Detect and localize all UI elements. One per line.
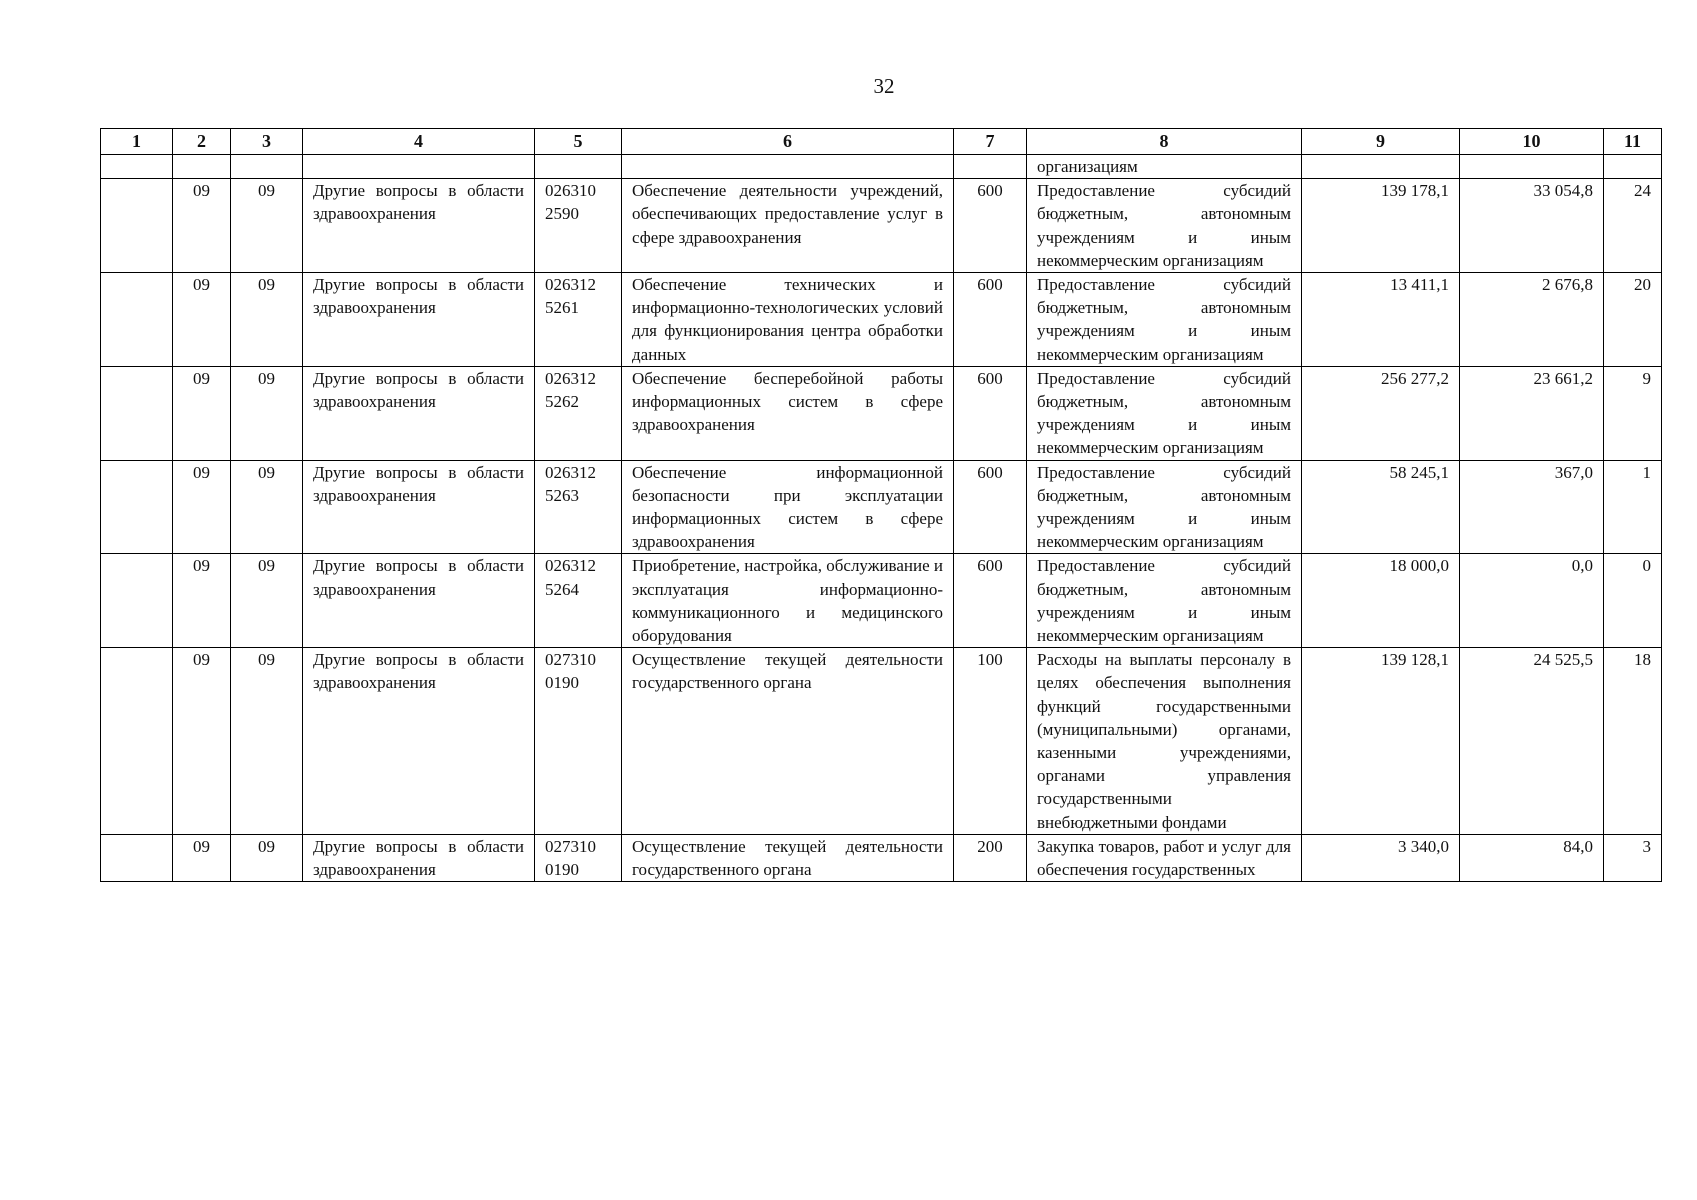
chapter-code: 09 [173,273,231,367]
percent-col-11: 24 [1604,179,1662,273]
target-article-name: Обеспечение информационной безопасности при эксплуатации информационных систем в сфере здравоохранения [622,460,954,554]
cell-col-1 [101,554,173,648]
amount-col-9: 58 245,1 [1302,460,1460,554]
expense-type-name: Предоставление субсидий бюджетным, автономным учреждениям и иным некоммерческим организациям [1027,460,1302,554]
header-col-9: 9 [1302,129,1460,155]
amount-col-9: 13 411,1 [1302,273,1460,367]
target-article-code: 026310 2590 [535,179,622,273]
expense-type-name: Предоставление субсидий бюджетным, автономным учреждениям и иным некоммерческим организациям [1027,179,1302,273]
amount-col-10: 84,0 [1460,834,1604,881]
percent-col-11: 0 [1604,554,1662,648]
target-article-name: Обеспечение деятельности учреждений, обеспечивающих предоставление услуг в сфере здравоохранения [622,179,954,273]
cell-col-1 [101,460,173,554]
target-article-code: 026312 5261 [535,273,622,367]
chapter-code: 09 [173,179,231,273]
target-article-name: Обеспечение технических и информационно-технологических условий для функционирования центра обработки данных [622,273,954,367]
expense-type-name: Предоставление субсидий бюджетным, автономным учреждениям и иным некоммерческим организациям [1027,366,1302,460]
section-name: Другие вопросы в области здравоохранения [303,273,535,367]
target-article-code: 027310 0190 [535,834,622,881]
amount-col-9: 139 128,1 [1302,648,1460,835]
subchapter-code: 09 [231,648,303,835]
amount-col-10: 2 676,8 [1460,273,1604,367]
chapter-code: 09 [173,554,231,648]
chapter-code: 09 [173,366,231,460]
header-col-2: 2 [173,129,231,155]
header-col-11: 11 [1604,129,1662,155]
table-row [101,366,1662,460]
table-row [101,273,1662,367]
expense-type-name: Предоставление субсидий бюджетным, автономным учреждениям и иным некоммерческим организациям [1027,273,1302,367]
section-name: Другие вопросы в области здравоохранения [303,554,535,648]
chapter-code: 09 [173,834,231,881]
percent-col-11: 18 [1604,648,1662,835]
expense-type-code: 600 [954,554,1027,648]
target-article-name: Обеспечение бесперебойной работы информационных систем в сфере здравоохранения [622,366,954,460]
header-col-5: 5 [535,129,622,155]
subchapter-code: 09 [231,366,303,460]
table-header-row [101,129,1662,155]
expense-type-code: 100 [954,648,1027,835]
section-name: Другие вопросы в области здравоохранения [303,648,535,835]
cell-col-1 [101,179,173,273]
table-row [101,554,1662,648]
target-article-code: 026312 5262 [535,366,622,460]
amount-col-9: 256 277,2 [1302,366,1460,460]
percent-col-11: 20 [1604,273,1662,367]
subchapter-code: 09 [231,554,303,648]
subchapter-code: 09 [231,273,303,367]
budget-table [100,128,1662,882]
cell-col-1 [101,648,173,835]
continuation-row [101,155,1662,179]
page-number: 32 [873,74,895,98]
amount-col-10: 24 525,5 [1460,648,1604,835]
target-article-name: Осуществление текущей деятельности государственного органа [622,834,954,881]
header-col-8: 8 [1027,129,1302,155]
header-col-3: 3 [231,129,303,155]
expense-type-name: Предоставление субсидий бюджетным, автономным учреждениям и иным некоммерческим организациям [1027,554,1302,648]
percent-col-11: 9 [1604,366,1662,460]
amount-col-9: 3 340,0 [1302,834,1460,881]
target-article-name: Осуществление текущей деятельности государственного органа [622,648,954,835]
target-article-code: 026312 5264 [535,554,622,648]
expense-type-code: 600 [954,366,1027,460]
chapter-code: 09 [173,648,231,835]
table-row [101,648,1662,835]
header-col-7: 7 [954,129,1027,155]
continuation-text: организациям [1027,155,1302,179]
header-col-1: 1 [101,129,173,155]
expense-type-code: 600 [954,179,1027,273]
subchapter-code: 09 [231,834,303,881]
expense-type-code: 600 [954,460,1027,554]
subchapter-code: 09 [231,460,303,554]
table-row [101,179,1662,273]
section-name: Другие вопросы в области здравоохранения [303,834,535,881]
chapter-code: 09 [173,460,231,554]
percent-col-11: 3 [1604,834,1662,881]
amount-col-10: 33 054,8 [1460,179,1604,273]
percent-col-11: 1 [1604,460,1662,554]
target-article-code: 026312 5263 [535,460,622,554]
cell-col-1 [101,273,173,367]
amount-col-9: 139 178,1 [1302,179,1460,273]
amount-col-9: 18 000,0 [1302,554,1460,648]
expense-type-code: 200 [954,834,1027,881]
expense-type-code: 600 [954,273,1027,367]
expense-type-name: Расходы на выплаты персоналу в целях обеспечения выполнения функций государственными (муниципальными) органами, казенными учреждениями, органами управления государственными внебюджетными фондами [1027,648,1302,835]
cell-col-1 [101,834,173,881]
cell-col-1 [101,366,173,460]
amount-col-10: 0,0 [1460,554,1604,648]
section-name: Другие вопросы в области здравоохранения [303,366,535,460]
header-col-10: 10 [1460,129,1604,155]
header-col-4: 4 [303,129,535,155]
amount-col-10: 367,0 [1460,460,1604,554]
target-article-code: 027310 0190 [535,648,622,835]
subchapter-code: 09 [231,179,303,273]
section-name: Другие вопросы в области здравоохранения [303,460,535,554]
table-row [101,460,1662,554]
header-col-6: 6 [622,129,954,155]
table-row [101,834,1662,881]
target-article-name: Приобретение, настройка, обслуживание и эксплуатация информационно-коммуникационного и медицинского оборудования [622,554,954,648]
amount-col-10: 23 661,2 [1460,366,1604,460]
section-name: Другие вопросы в области здравоохранения [303,179,535,273]
expense-type-name: Закупка товаров, работ и услуг для обеспечения государственных [1027,834,1302,881]
